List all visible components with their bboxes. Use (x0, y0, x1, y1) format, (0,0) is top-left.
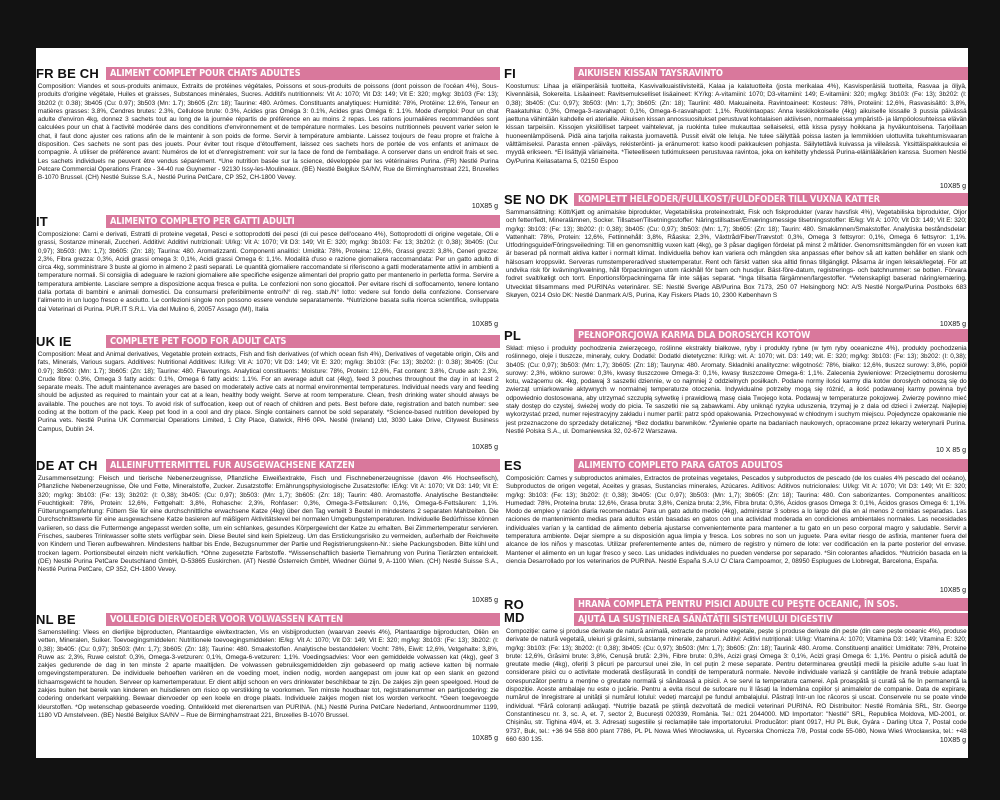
section-header (36, 214, 500, 229)
section-uk (36, 334, 500, 451)
title-stack (574, 598, 968, 626)
title-banner (106, 459, 500, 472)
bottom-dark-border (0, 758, 1000, 800)
top-dark-border (0, 0, 1000, 48)
title-banner (574, 193, 968, 206)
section-es (504, 458, 968, 594)
country-codes: ES (504, 458, 522, 473)
section-it (36, 214, 500, 328)
net-weight: 10X85 g (469, 735, 498, 742)
left-column (36, 58, 500, 750)
section-title: KOMPLETT HELFODER/FULLKOST/FULDFODER TILL VUXNA KATTER (578, 194, 880, 205)
section-de (36, 458, 500, 604)
section-title-line-2: AJUTĂ LA SUSȚINEREA SĂNĂTĂȚII SISTEMULUI DIGESTIV (578, 614, 833, 625)
section-se (504, 192, 968, 328)
net-weight: 10X85 g (469, 203, 498, 210)
section-header (504, 66, 968, 81)
section-title: COMPLETE PET FOOD FOR ADULT CATS (110, 336, 287, 347)
net-weight: 10X85 g (937, 587, 966, 594)
title-banner (106, 215, 500, 228)
net-weight: 10X85 g (469, 444, 498, 451)
section-body: Composition: Viandes et sous-produits animaux, Extraits de protéines végétales, Poissons et sous-produits de poissons (dont poisson de l'océan 4%), Sous-produits d'origine végétale, Huiles et graisses, Substances minérales, Sucres. Additifs nutritionnels: Vit A: 1070; Vit D3: 149; Vit E: 320; mg/kg: 3b103 (Fe: 13); 3b202 (I: 0.38); 3b405 (Cu: 0.97); 3b503 (Mn: 1.7); 3b605 (Zn: 18); Taurine: 480. Arômes. Constituants analytiques: Humidité: 78%, Protéine: 12.6%, Teneur en matières grasses: 3.8%, Cendres brutes: 2.3%, Cellulose brute: 0.3%, Acides gras Oméga 3: 0.1%, Acides gras Oméga 6: 1.1%. Mode d'emploi: Pour un chat adulte d'environ 4kg, donnez 3 sachets tout au long de la journée répartis de préférence en au moins 2 repas. Les rations journalières recommandées sont calculées pour un chat à l'activité modérée dans des conditions d'environnement et de température normales. Les besoins nutritionnels peuvent varier selon le chat, il faut donc ajuster ces rations afin de le maintenir à son poids de forme. Servir à température ambiante. Laissez toujours de l'eau propre et fraîche à disposition. Ces sachets ne sont pas des jouets. Pour éviter tout risque d'étouffement, laissez ces sachets hors de portée de vos enfants et animaux de compagnie. À utiliser de préférence avant: Numéros de lot et d'enregistrement: voir sur la face de fond de l'emballage. A conserver dans un endroit frais et sec. Les sachets individuels ne peuvent être vendus séparément. *Une nutrition basée sur la science, développée par les vétérinaires Purina. (FR) Nestlé Purina Petcare Commercial Operations France - 34-40 rue Guynemer - 92130 Issy-les-Moulineaux. (BE) Nestlé Belgilux SA/NV, Rue de Birminghamstraat 221, Bruxelles B-1070 Brussel. (CH) Nestlé Suisse S.A., Nestlé Purina PetCare, CP 352, CH-1800 Vevey. (37, 83, 499, 182)
country-codes (504, 598, 574, 624)
net-weight: 10X85 g (469, 321, 498, 328)
section-nl (36, 612, 500, 742)
title-banner (574, 459, 968, 472)
net-weight: 10X85 g (937, 737, 966, 744)
section-body: Compoziție: carne și produse derivate de natură animală, extracte de proteine vegetale, pește și produse derivate din pește (din care pește oceanic 4%), produse derivate de natură vegetală, uleiuri și grăsimi, substanțe minerale, zaharuri. Aditivi: Aditivi nutriționali: UI/kg: Vitamina A: 1070; Vitamina D3: 149; Vitamina E: 320; mg/kg: 3b103: (Fe: 13); 3b202: (I: 0,38); 3b405: (Cu: 0,97); 3b503: (Mn: 1,7); 3b605: (Zn: 18); Taurină: 480. Arome. Constituenți analitici: Umiditate: 78%, Proteine brute: 12,6%, Grăsimi brute: 3,8%, Cenușă brută: 2,3%, Fibre brute: 0,3%, Acizi grași Omega 3: 0,1%, Acizi grași Omega 6: 1,1%. Pentru o pisică adultă de greutate medie (4kg), oferiți 3 plicuri pe parcursul unei zile, în cel puțin 2 mese separate. Pentru determinarea greutății medii la pisicile adulte s-au luat în considerare pisici cu o activitate moderată desfășurată în condiții de temperatură normale. Nevoile individuale variază și cantitățile de hrană trebuie adaptate corespunzător pentru a menține o greutate normală și sănătoasă a pisicii. A se servi la temperatura camerei. Apă proaspătă și curată să fie în permanență la dispoziție. Aceste ambalaje nu este o jucărie. Pentru a evita riscul de sufocare nu îl lăsați la îndemâna copiilor și animalelor de companie. Data de expirare, numărul de înregistrare al unității și numărul lotului: vedeți marcajul pe fundul ambalajului. Păstrați într-un loc răcoros și uscat. Conservele nu se poate vinde individual. *Fără coloranți adăugați. *Nutriție bazată pe știință dezvoltată de medicii veterinari PURINA. RO Distribuitor: Nestlé România SRL, Str. George Constantinescu nr. 3, sc. A, et. 7, sector 2, București 020339, România. Tel.: 021 2044000. MD Importator: "Nestlé" SRL, Republica Moldova, MD-2001, or. Chișinău, str. Tighina 49/4, et. 3. Adresați sugestiile și reclamațiile tale importatorului. Producător: plant 0917, HU PL Buk, Gyára - Darling Utca 7, Postal code 9737, Buk, tel.: +36 94 558 800 plant 7786, PL PL Nowa Wieś Wrocławska, ul. Rycerska Chomicza 7/8, Postal code 55-080, Nowa Wieś Wrocławska, tel.: +48 660 630 135. (505, 628, 967, 743)
section-body: Sammansättning: Kött/Kjøtt og animalske biprodukter, Vegetabiliska proteinextrakt, Fisk och fiskprodukter (varav havsfisk 4%), Vegetabiliska biprodukter, Oljor och fetter/fedt, Mineralämnen, Socker. Tillsatser/Tilsetningsstoffer: Näringstillsatser/Ernæringsmessige tilsetningsstoffer: IE/kg: Vit A: 1070; Vit D3: 149; Vit E: 320; mg/kg: 3b103: (Fe: 13); 3b202: (I: 0,38); 3b405: (Cu: 0,97); 3b503: (Mn: 1,7); 3b605: (Zn: 18); Taurin: 480. Smakämnen/Smakstoffer. Analytiska beståndsdelar: Vattenhalt: 78%, Protein: 12,6%, Fettinnehåll: 3,8%, Råaska: 2,3%, Växttråd/Fiber/Trævstof: 0,3%, Omega 3 fettsyror: 0,1%, Omega 6 fettsyror: 1,1%. Utfodringsguide/Fôringsveiledning: Till en genomsnittlig vuxen katt (4kg), ge 3 påsar dagligen fördelat på minst 2 måltider. Genomsnittsmängden för en vuxen katt är baserad på normalt aktiva katter i normalt klimat. Individuella behov kan variera och mängden ska anpassas efter behov så att katten behåller en slank och hälsosam kroppsvikt. Serveras rumstempererad/ved stuetemperatur. Rent och färskt vatten ska alltid finnas tillgängligt. Påsarna är ingen leksak/legetøj. För att undvika risk för kvävning/kvælning, håll förpackningen utom räckhåll för barn och husdjur. Bäst-före-datum, registrerings- och batchnummer: se botten. Förvara fodret svalt/køligt och torrt. Enportionsförpackningarna får inte säljas separat. *Inga tillsatta färgämnen/fargestoffer. *Vetenskapligt baserad näring/ernæring. Utvecklat tillsammans med PURINAs veterinärer. SE: Nestlé Sverige AB/Purina Box 7173, 250 07 Helsingborg NO: A/S Nestlé Norge/Purina Postboks 683 Skøyen, 0214 Oslo DK: Nestlé Danmark A/S, Purina, Kay Fiskers Plads 10, 2300 København S (505, 209, 967, 299)
section-title-line-1: HRANĂ COMPLETĂ PENTRU PISICI ADULTE CU PEȘTE OCEANIC, ÎN SOS. (578, 599, 899, 610)
net-weight: 10X85 g (937, 183, 966, 190)
section-fi (504, 66, 968, 190)
section-header (36, 334, 500, 349)
country-codes: FR BE CH (36, 66, 99, 81)
country-codes: PL (504, 328, 522, 343)
section-pl (504, 328, 968, 454)
left-dark-border (0, 48, 36, 758)
section-body: Composition: Meat and Animal derivatives, Vegetable protein extracts, Fish and fish derivatives (of which ocean fish 4%), Derivatives of vegetable origin, Oils and fats, Minerals, Various sugars. Additives: Nutritional Additives: IU/kg: Vit A: 1070; Vit D3: 149; Vit E: 320; mg/kg: 3b103: (Fe: 13); 3b202: (I: 0.38); 3b405: (Cu: 0.97); 3b503: (Mn: 1.7); 3b605: (Zn: 18); Taurine: 480. Flavourings. Analytical constituents: Moisture: 78%, Protein: 12.6%, Fat content: 3.8%, Crude ash: 2.3%, Crude fibre: 0.3%, Omega 3 fatty acids: 0.1%, Omega 6 fatty acids: 1.1%. For an average adult cat (4kg), feed 3 pouches throughout the day in at least 2 separate meals. The adult maintenance averages are based on moderately active cats at normal environmental temperatures. Individual needs vary and feeding should be adjusted as required to maintain your cat at a lean, healthy body weight. Serve at room temperature. Clean, fresh drinking water should always be available. The pouches are not toys. To avoid risk of suffocation, keep out of reach of children and pets. Best before date, registration and batch number: see coding at the bottom of the pack. Keep pet food in a cool and dry place. Single containers cannot be sold separately. *Science-based nutrition developed by Purina vets. Nestlé Purina UK Commercial Operations Limited, 1 City Place, Gatwick, RH6 0PA. Nestlé (Ireland) Ltd, 3030 Lake Drive, Citywest Business Campus, Dublin 24. (37, 351, 499, 433)
section-header (504, 192, 968, 207)
section-header (36, 612, 500, 627)
country-codes: IT (36, 214, 48, 229)
net-weight: 10X85 g (937, 321, 966, 328)
section-header (504, 458, 968, 473)
country-codes: DE AT CH (36, 458, 98, 473)
section-body: Zusammensetzung: Fleisch und tierische Nebenerzeugnisse, Pflanzliche Eiweißextrakte, Fisch und Fischnebenerzeugnisse (davon 4% Hochseefisch), Pflanzliche Nebenerzeugnisse, Öle und Fette, Mineralstoffe, Zucker. Zusatzstoffe: Ernährungsphysiologische Zusatzstoffe: IE/kg: Vit A: 1070; Vit D3: 149; Vit E: 320; mg/kg: 3b103: (Fe: 13); 3b202: (I: 0,38); 3b405: (Cu: 0,97); 3b503: (Mn: 1,7); 3b605: (Zn: 18); Taurin: 480. Aromastoffe. Analytische Bestandteile: Feuchtigkeit: 78%, Protein: 12,6%, Fettgehalt: 3,8%, Rohasche: 2,3%, Rohfaser: 0,3%, Omega-3-Fettsäuren: 0,1%, Omega-6-Fettsäuren: 1,1%. Fütterungsempfehlung: Füttern Sie für eine durchschnittliche erwachsene Katze (4kg) über den Tag verteilt 3 Beutel in mindestens 2 separaten Mahlzeiten. Die Durchschnittswerte für eine ausgewachsene Katze basieren auf mäßigem Aktivitätslevel bei normalen Umgebungstemperaturen. Individuelle Bedürfnisse können variieren, so dass die Futtermenge angepasst werden sollte, um ein schlankes, gesundes Körpergewicht der Katze zu erhalten. Bei Zimmertemperatur servieren. Frisches, sauberes Trinkwasser sollte stets verfügbar sein. Diese Beutel sind kein Spielzeug. Um das Erstickungsrisiko zu vermeiden, außerhalb der Reichweite von Kindern und Tieren aufbewahren. Mindestens haltbar bis Ende, Bezugsnummer der Partie und Registrierungskenn-Nr.: siehe Packungsboden. Bitte kühl und trocken lagern. Portionsbeutel einzeln nicht verkäuflich. *Ohne zugesetzte Farbstoffe. *Wissenschaftlich basierte Tiernahrung von Purina Tierärzten entwickelt. (DE) Nestlé Purina PetCare Deutschland GmbH, D-53865 Euskirchen. (AT) Nestlé Österreich GmbH, Wiedner Gürtel 9, A-1100 Wien. (CH) Nestlé Suisse S.A., Nestlé Purina PetCare, CP 352, CH-1800 Vevey. (37, 475, 499, 574)
section-body: Koostumus: Lihaa ja eläinperäisiä tuotteita, Kasvivalkuaistiivisteitä, Kalaa ja kalatuotteita (josta merikalaa 4%), Kasvisperäisiä tuotteita, Rasvaa ja öljyä, Kivennäisiä, Sokereita. Lisäaineet: Ravitsemukselliset lisäaineet: KY/kg: A-vitamiini: 1070; D3-vitamiini: 149; E-vitamiini: 320; mg/kg: 3b103: (Fe: 13); 3b202: (I: 0,38); 3b405: (Cu: 0,97); 3b503: (Mn: 1,7); 3b605: (Zn: 18); Tauriini: 480. Makuaineita. Ravintoaineet: Kosteus: 78%, Proteiini: 12,6%, Rasvasisältö: 3,8%, Raakatuhka: 0,3%, Omega-3-rasvahapot: 0,1%, Omega-6-rasvahapot: 1,1%. Ruokintaopas: Anna keskikokoiselle (4kg) aikuiselle kissalle 3 pussia päivässä jaettuna vähintään kahdelle eri aterialle. Aikuisen kissan annossuositukset perustuvat kohtalaisen aktiivisen, normaaleissa ympäristö- ja lämpöolosuhteissa elävän kissan tarpeisiin. Kissojen yksilölliset tarpeet vaihtelevat, ja ruokinta tulee mukauttaa sellaiseksi, että kissa pysyy hoikkana ja hyväkuntoisena. Tarjoillaan huoneenlämpöisenä. Pidä aina tarjolla raikasta juomavettä. Pussit eivät ole leluja. Ne tulee säilyttää poissa lasten ja lemmikkien ulottuvilta tukehtumisvaaran välttämiseksi. Parasta ennen -päiväys, rekisteröinti- ja eränumerot: katso koodi pakkauksen pohjasta. Säilytettävä kuivassa ja viileässä. Yksittäispakkauksia ei myydä erikseen. *Ei lisättyjä väriaineita. *Tieteelliseen tutkimukseen perustuvaa ravintoa, joka on kehitetty yhdessä Purina-eläinlääkärien kanssa. Suomen Nestlé Oy/Purina Keilasatama 5, 02150 Espoo (505, 83, 967, 165)
section-header (504, 598, 968, 626)
section-title: VOLLEDIG DIERVOEDER VOOR VOLWASSEN KATTEN (110, 614, 343, 625)
country-codes: FI (504, 66, 516, 81)
net-weight: 10 X 85 g (933, 447, 966, 454)
section-body: Skład: mięso i produkty pochodzenia zwierzęcego, roślinne ekstrakty białkowe, ryby i produkty rybne (w tym ryby oceaniczne 4%), produkty pochodzenia roślinnego, oleje i tłuszcze, minerały, cukry. Dodatki: Dodatki dietetyczne: IU/kg: wit. A: 1070; wit. D3: 149; wit. E: 320; mg/kg: 3b103: (Fe: 13); 3b202: (I: 0,38); 3b405: (Cu: 0,97); 3b503: (Mn: 1,7); 3b605: (Zn: 18); Tauryna: 480. Aromaty. Składniki analityczne: wilgotność: 78%, białko: 12,6%, tłuszcz surowy: 3,8%, popiół surowy: 2,3%, włókno surowe: 0,3%, kwasy tłuszczowe Omega-3: 0,1%, kwasy tłuszczowe Omega-6: 1,1%. Zalecenia żywieniowe: Przeciętnemu dorosłemu kotu, ważącemu ok. 4kg, podawaj 3 saszetki dziennie, w co najmniej 2 oddzielnych posiłkach. Podane normy ilości karmy dla kotów dorosłych odnoszą się do zwierząt umiarkowanie aktywnych w normalnej temperaturze otoczenia. Indywidualne potrzeby mogą się różnić, a ilość podawanej karmy powinna być odpowiednio dostosowana, aby utrzymać szczupłą sylwetkę i prawidłową masę ciała Twojego kota. Podawaj w temperaturze pokojowej. Zwierzę powinno mieć stały dostęp do czystej, świeżej wody do picia. Te saszetki nie są zabawkami. Aby uniknąć ryzyka uduszenia, trzymaj je z dala od dzieci i zwierząt. Najlepiej wykorzystać przed, numer rejestracyjny zakładu i numer partii: patrz spód opakowania. Przechowywać w chłodnym i suchym miejscu. Pojedyncze opakowanie nie jest przeznaczone do sprzedaży detalicznej. *Bez dodatku barwników. *Żywienie oparte na badaniach naukowych, opracowane przez lekarzy weterynarii Purina. Nestlé Polska S.A., ul. Domaniewska 32, 02-672 Warszawa. (505, 345, 967, 435)
title-banner (106, 613, 500, 626)
title-banner (574, 67, 968, 80)
section-ro (504, 598, 968, 744)
section-title: AIKUISEN KISSAN TÄYSRAVINTO (578, 68, 723, 79)
section-title: ALIMENTO COMPLETO PARA GATOS ADULTOS (578, 460, 783, 471)
country-codes: UK IE (36, 334, 72, 349)
section-fr (36, 66, 500, 210)
country-code-ro: RO (504, 598, 524, 612)
title-banner (574, 613, 968, 626)
net-weight: 10X85 g (469, 597, 498, 604)
section-body: Composizione: Carni e derivati, Estratti di proteine vegetali, Pesci e sottoprodotti dei pesci (di cui pesce dell'oceano 4%), Sottoprodotti di origine vegetale, Oli e grassi, Sostanze minerali, Zuccheri. Additivi: Additivi nutrizionali: UI/kg: Vit A: 1070; Vit D3: 149; Vit E: 320; mg/kg: 3b103: Fe: 13; 3b202: (I: 0,38); 3b405: (Cu: 0,97); 3b503: (Mn: 1,7); 3b605: (Zn: 18); Taurina: 480. Aromatizzanti. Componenti analitici: Umidità: 78%, Proteina: 12,6%, Grassi grezzi: 3,8%, Ceneri grezze: 2,3%, Fibra grezza: 0,3%, Acidi grassi omega 3: 0,1%, Acidi grassi Omega 6: 1,1%. Modalità d'uso e razione giornaliera raccomandata: Per un gatto adulto di circa 4kg, somministrare 3 buste al giorno in almeno 2 pasti separati. Le quantità giornaliere raccomandate si riferiscono a gatti moderatamente attivi in ambienti a temperature normali. Si consiglia di adeguare le razioni giornaliere alle specifiche esigenze alimentari del proprio gatto per mantenerlo in perfetta forma. Servire a temperatura ambiente. Lasciare sempre a disposizione acqua fresca e pulita. Le confezioni non sono giocattoli. Per evitare rischi di soffocamento, tenere lontano dalla portata di bambini e animali domestici. Da consumarsi preferibilmente entro/N° di reg. stab./N° lotto: vedere sul fondo della confezione. Conservare l'alimento in un luogo fresco e asciutto. Le confezioni singole non possono essere vendute separatamente. *Nutrizione basata sulla ricerca scientifica, sviluppata dai Veterinari di Purina. PUR.IT S.R.L. Via del Mulino 6, 20057 Assago (MI), Italia (37, 231, 499, 313)
section-body: Composición: Carnes y subproductos animales, Extractos de proteínas vegetales, Pescados y subproductos de pescado (de los cuales 4% pescado del océano), Subproductos de origen vegetal, Aceites y grasas, Sustancias minerales, Azúcares. Aditivos: Aditivos nutricionales: UI/kg: Vit A: 1070; Vit D3: 149; Vit E: 320; mg/kg: 3b103: (Fe: 13); 3b202: (I: 0,38); 3b405: (Cu: 0,97); 3b503: (Mn: 1,7); 3b605: (Zn: 18); Taurina: 480. Con saborizantes. Componentes analíticos: Humedad: 78%, Proteína bruta: 12,6%, Grasa bruta: 3,8%, Ceniza bruta: 2,3%, Fibra bruta: 0,3%, Ácidos grasos Omega 3: 0,1%, Ácidos grasos Omega 6: 1,1%. Modo de empleo y ración diaria recomendada: Para un gato adulto medio (4kg), administrar 3 sobres a lo largo del día en al menos 2 comidas separadas. Las raciones de mantenimiento medias para adultos están basadas en gatos con una actividad moderada en condiciones ambientales normales. Las necesidades individuales varían y la cantidad de alimento debería ajustarse convenientemente para mantener a tu gato en un peso corporal magro y saludable. Servir a temperatura ambiente. Dejar siempre a su disposición agua limpia y fresca. Los sobres no son un juguete. Para evitar riesgo de asfixia, mantener fuera del alcance de los niños y mascotas. Utilizar preferentemente antes de, número de registro y número de lote: ver codificación en la parte posterior del envase. Mantener el alimento en un lugar fresco y seco. Las unidades individuales no pueden venderse por separado. *Sin colorantes añadidos. *Nutrición basada en la ciencia Desarrollado por los veterinarios de PURINA. Nestlé España S.A.U C/ Clara Campoamor, 2, 08950 Esplugues de Llobregat, Barcelona, España. (505, 475, 967, 565)
right-dark-border (968, 48, 1000, 758)
title-banner (574, 598, 968, 611)
section-title: ALLEINFUTTERMITTEL FÜR AUSGEWACHSENE KATZEN (110, 460, 355, 471)
right-column (504, 58, 968, 750)
section-title: PEŁNOPORCJOWA KARMA DLA DOROSŁYCH KOTÓW (578, 330, 811, 341)
section-body: Samenstelling: Vlees en dierlijke bijproducten, Plantaardige eiwitextracten, Vis en visbijproducten (waarvan zeevis 4%), Plantaardige bijproducten, Oliën en vetten, Mineralen, Suiker. Toevoegingsmiddelen: Nutritionele toevoegingsmiddelen: IE/kg: Vit A: 1070; Vit D3: 149; Vit E: 320; mg/kg: 3b103: (Fe: 13); 3b202: (I: 0,38); 3b405: (Cu: 0,97); 3b503: (Mn: 1,7); 3b605: (Zn: 18); Taurine: 480. Smaakstoffen. Analytische bestanddelen: Vocht: 78%, Eiwit: 12,6%, Vetgehalte: 3,8%, Ruwe as: 2,3%, Ruwe celstof: 0,3%, Omega-3-vetzuren: 0,1%, Omega-6-vetzuren: 1,1%. Voedingsadvies: Voor een gemiddelde volwassen kat (4kg), geef 3 zakjes gedurende de dag in ten minste 2 aparte maaltijden. De volwassen gebruiksgemiddelden zijn gebaseerd op matig actieve katten bij normale omgevingstemperaturen. De individuele behoeften variëren en de voeding moet, indien nodig, worden aangepast om jouw kat op een slank en gezond lichaamsgewicht te houden. Serveer op kamertemperatuur. Er dient altijd schoon en vers drinkwater beschikbaar te zijn. De zakjes zijn geen speelgoed. Houd de zakjes buiten het bereik van kinderen en huisdieren om risico op verstikking te voorkomen. Ten minste houdbaar tot, registratienummer en partijcodering: zie codering onderkant verpakking. Bewaar diervoeder op een koele en droge plaats. Individuele zakjes mogen niet los worden verkocht. *Geen toegevoegde kleurstoffen. *Op wetenschap gebaseerde voeding. Ontwikkeld met dierenartsen van PURINA. (NL) Nestlé Purina PetCare Nederland, Antwoordnummer 1199, 1180 VD Amstelveen. (BE) Nestlé Belgilux SA/NV – Rue de Birminghamstraat 221, Bruxelles B-1070 Brussel. (37, 629, 499, 719)
country-code-md: MD (504, 610, 525, 625)
title-banner (574, 329, 968, 342)
section-header (36, 458, 500, 473)
title-banner (106, 335, 500, 348)
country-codes: NL BE (36, 612, 76, 627)
section-header (36, 66, 500, 81)
title-banner (106, 67, 500, 80)
section-header (504, 328, 968, 343)
section-title: ALIMENTO COMPLETO PER GATTI ADULTI (110, 216, 295, 227)
country-codes: SE NO DK (504, 192, 569, 207)
section-title: ALIMENT COMPLET POUR CHATS ADULTES (110, 68, 301, 79)
